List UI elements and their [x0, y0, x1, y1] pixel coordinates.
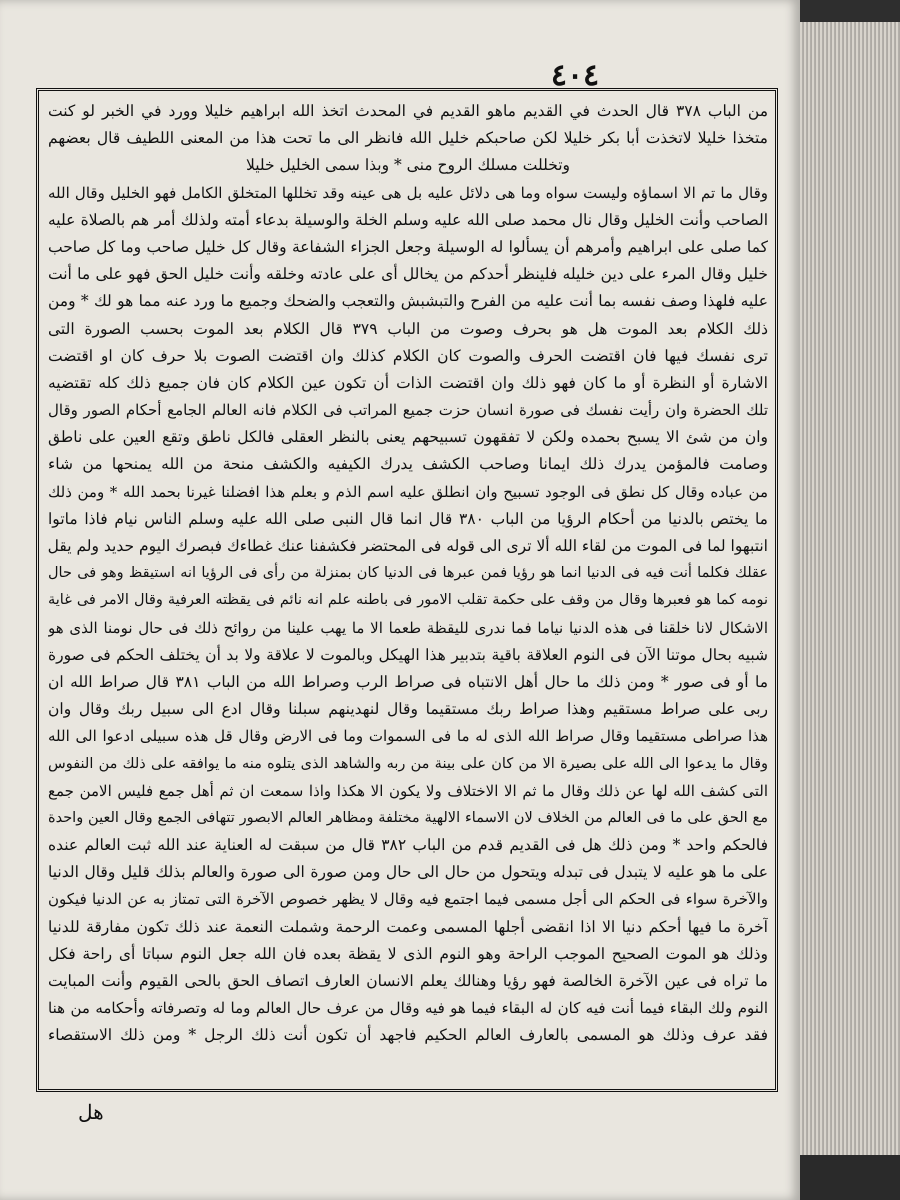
text-line — [48, 1050, 768, 1077]
text-line: ما أو فى صور * ومن ذلك ما حال أهل الانتباه فى صراط الرب وصراط الله من الباب ٣٨١ قال صراط الله ان — [48, 672, 768, 691]
text-line: نومه كما هو فعبرها وقال من وقف على حكمة تقلب الامور فى باطنه علم انه نائم فى يقظته العرفية وقال الامر فى غاية — [48, 592, 768, 609]
text-line: تلك الحضرة وان رأيت نفسك فى صورة انسان حزت جميع المراتب فى الكلام فانه العالم الجامع أحكام الصور وقال — [48, 401, 768, 420]
text-line: آخرة ما فيها أحكم دنيا الا اذا انقضى أجلها المسمى وعمت الرحمة وشملت النعمة عند ذلك تكون مفارقة للدنيا — [48, 917, 768, 936]
text-line: الاشكال لانا خلقنا فى هذه الدنيا نياما فما ندرى لليقظة طعما الا ما يهب علينا من روائح ذلك فى حال نومنا الذى هو — [48, 618, 768, 637]
text-line: هذا صراطى مستقيما وقال صراط الله الذى له ما فى السموات وما فى الارض وقال قل هذه سبيلى ادعوا الى الله — [48, 727, 768, 746]
text-line: مع الحق على ما فى العالم من الخلاف لان الاسماء الالهية مختلفة ومظاهر العالم الابصور تتهافى الجمع وقال العين واحدة — [48, 809, 768, 826]
text-line: خليل وقال المرء على دين خليله فلينظر أحدكم من يخالل أى على عادته وخلقه وأنت خليل الحق فهو على ما أنت — [48, 265, 768, 284]
text-line: وقال ما يدعوا الى الله على بصيرة الا من كان على بينة من ربه والشاهد الذى يتلوه منه ما يوافقه على ذلك من النفوس — [48, 755, 768, 772]
page-number: ٤٠٤ — [550, 58, 600, 93]
text-line: من عباده وقال كل نطق فى الوجود تسبيح وان انطلق عليه اسم الذم و بعلم هذا افضلنا غيرنا بحمد الله * ومن ذلك — [48, 482, 768, 501]
text-line: كما صلى على ابراهيم وأمرهم أن يسألوا له الوسيلة وجعل الجزاء الشفاعة وقال كل خليل صاحب وما كل صاحب — [48, 237, 768, 256]
text-line: ترى نفسك فيها فان اقتضت الحرف والصوت كان الكلام كذلك وان اقتضت الصوت بلا حرف كان او اقتضت — [48, 346, 768, 365]
text-line: ما تراه فى عين الآخرة الخالصة فهو رؤيا وهنالك يعلم الانسان العارف اتصاف الحق بالحى القيوم وأنت المبايت — [48, 972, 768, 990]
text-line: انتبهوا لما فى الموت من لقاء الله ألا ترى الى قوله فى المحتضر فكشفنا عنك غطاءك فبصرك اليوم حديد ولم يقل — [48, 537, 768, 555]
text-line: من الباب ٣٧٨ قال الحدث في القديم ماهو القديم في المحدث اتخذ الله ابراهيم خليلا وورد في الخبر لو كنت — [48, 102, 768, 120]
text-line: ما يختص بالدنيا من أحكام الرؤيا من الباب ٣٨٠ قال انما قال النبى صلى الله عليه وسلم الناس نيام فاذا ماتوا — [48, 509, 768, 528]
text-body — [48, 98, 768, 1088]
catchword: هل — [78, 1100, 104, 1124]
text-line: عقلك فكلما أنت فيه فى الدنيا انما هو رؤيا فمن عبرها فى الدنيا كان بمنزلة من رأى فى الرؤيا انه استيقظ وهو فى حال — [48, 565, 768, 582]
text-line: والآخرة سواء فى الحكم الى أجل مسمى فيما اجتمع فيه وقال لا يظهر خصوص الآخرة التى تمتاز به عن الدنيا فيكون — [48, 890, 768, 909]
text-line: فالحكم واحد * ومن ذلك هل فى القديم قدم من الباب ٣٨٢ قال من سبقت له العناية عند الله ثبت العالم عنده — [48, 836, 768, 855]
text-line: على ما هو عليه لا يتبدل فى تبدله ويتحول من حال الى حال ومن صورة الى صورة والعالم بذلك قليل وقال الدنيا — [48, 863, 768, 882]
background-bottom — [800, 1155, 900, 1200]
text-line: وصامت فالمؤمن يدرك ذلك ايمانا وصاحب الكشف يدرك الكيفيه والكشف منحة من الله يمنحها من شاء — [48, 455, 768, 474]
text-line: ربى على صراط مستقيم وهذا صراط ربك مستقيما وقال لنهدينهم سبلنا وقال ادع الى سبيل ربك وقال وان — [48, 700, 768, 719]
text-line: عليه فلهذا وصف نفسه بما أنت عليه من الفرح والتبشبش والتعجب والضحك وجميع ما ورد عنه مما هو لك * ومن — [48, 292, 768, 311]
text-line: الصاحب وأنت الخليل وقال نال محمد صلى الله عليه وسلم الخلة والوسيلة بدعاء أمته ولذلك أمر هم بالصلاة عليه — [48, 210, 768, 229]
text-line: وان من شئ الا يسبح بحمده ولكن لا تفقهون تسبيحهم يعنى بالنظر العقلى فالكل ناطق وتقع العين على ناطق — [48, 428, 768, 447]
text-line: التى كشف الله لها عن ذلك وقال ما ثم الا الاختلاف ولا يكون الا هكذا واذا سمعت ان ثم أهل جمع فليس الامن جمع — [48, 781, 768, 800]
verse-line: وتخللت مسلك الروح منى * وبذا سمى الخليل خليلا — [245, 156, 571, 175]
text-line: فقد عرف وذلك هو المسمى بالعارف العالم الحكيم فاجهد أن تكون أنت ذلك الرجل * ومن ذلك الاستقصاء — [48, 1026, 768, 1045]
text-line: شبيه بحال موتنا الآن فى النوم العلاقة باقية بتدبير هذا الهيكل وبالموت لا علاقة ولا بد أن يختلف الحكم فى صورة — [48, 645, 768, 664]
text-line: متخذا خليلا لاتخذت أبا بكر خليلا لكن صاحبكم خليل الله فانظر الى ما تحت هذا من المعنى اللطيف قال بعضهم — [48, 129, 768, 148]
text-line: الاشارة أو النظرة أو ما كان فهو ذلك وان اقتضت الذات أن تكون عين الكلام كان فان جميع ذلك كله تقتضيه — [48, 373, 768, 392]
page-edges — [800, 0, 900, 1200]
text-line: ذلك الكلام بعد الموت هل هو بحرف وصوت من الباب ٣٧٩ قال الكلام بعد الموت بحسب الصورة التى — [48, 319, 768, 338]
text-line: وذلك هو الموت الصحيح الموجب الراحة وهو النوم الذى لا يقظة بعده فان الله جعل النوم سباتا أى راحة فكل — [48, 944, 768, 963]
text-line: وقال ما تم الا اسماؤه وليست سواه وما هى دلائل عليه بل هى عينه وقد تخللها المتخلق الكامل فهو الخليل وقال الله — [48, 183, 768, 202]
text-line: النوم ولك البقاء فيما أنت فيه كان له البقاء فيما هو فيه وقال من عرف حال العالم وما له وتصرفاته وأحكامه من هنا — [48, 999, 768, 1018]
background-top — [800, 0, 900, 22]
